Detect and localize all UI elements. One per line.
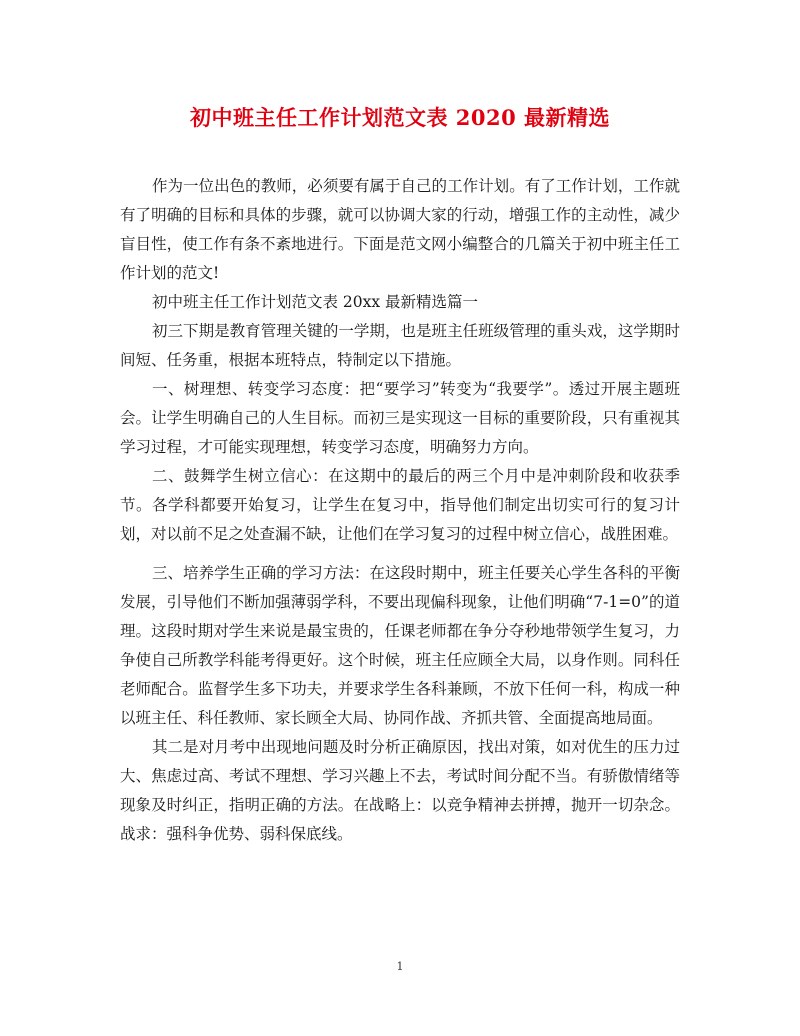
document-title: 初中班主任工作计划范文表 2020 最新精选 (189, 105, 611, 130)
document-body (120, 172, 680, 849)
paragraph-item-2: 二、鼓舞学生树立信心：在这期中的最后的两三个月中是冲刺阶段和收获季节。各学科都要开始复习，让学生在复习中，指导他们制定出切实可行的复习计划，对以前不足之处查漏不缺，让他们在学习复习的过程中树立信心，战胜困难。 (120, 467, 680, 543)
paragraph-item-1: 一、树理想、转变学习态度：把“要学习”转变为“我要学”。透过开展主题班会。让学生明确自己的人生目标。而初三是实现这一目标的重要阶段，只有重视其学习过程，才可能实现理想，转变学习态度，明确努力方向。 (120, 380, 680, 456)
paragraph-item-3: 三、培养学生正确的学习方法：在这段时期中，班主任要关心学生各科的平衡发展，引导他们不断加强薄弱学科，不要出现偏科现象，让他们明确“7-1=0”的道理。这段时期对学生来说是最宝贵的，任课老师都在争分夺秒地带领学生复习，力争使自己所教学科能考得更好。这个时候，班主任应顾全大局，以身作则。同科任老师配合。监督学生多下功夫，并要求学生各科兼顾，不放下任何一科，构成一种以班主任、科任教师、家长顾全大局、协同作战、齐抓共管、全面提高地局面。 (120, 564, 680, 727)
page-number: 1 (396, 960, 404, 973)
paragraph-intro: 作为一位出色的教师，必须要有属于自己的工作计划。有了工作计划，工作就有了明确的目标和具体的步骤，就可以协调大家的行动，增强工作的主动性，减少盲目性，使工作有条不紊地进行。下面是范文网小编整合的几篇关于初中班主任工作计划的范文! (120, 177, 680, 282)
paragraph-item-4: 其二是对月考中出现地问题及时分析正确原因，找出对策，如对优生的压力过大、焦虑过高、考试不理想、学习兴趣上不去，考试时间分配不当。有骄傲情绪等现象及时纠正，指明正确的方法。在战略上：以竞争精神去拼搏，抛开一切杂念。战求：强科争优势、弱科保底线。 (120, 738, 680, 843)
section-heading: 初中班主任工作计划范文表 20xx 最新精选篇一 (152, 293, 479, 311)
paragraph-opening: 初三下期是教育管理关键的一学期，也是班主任班级管理的重头戏，这学期时间短、任务重，根据本班特点，特制定以下措施。 (120, 322, 680, 369)
